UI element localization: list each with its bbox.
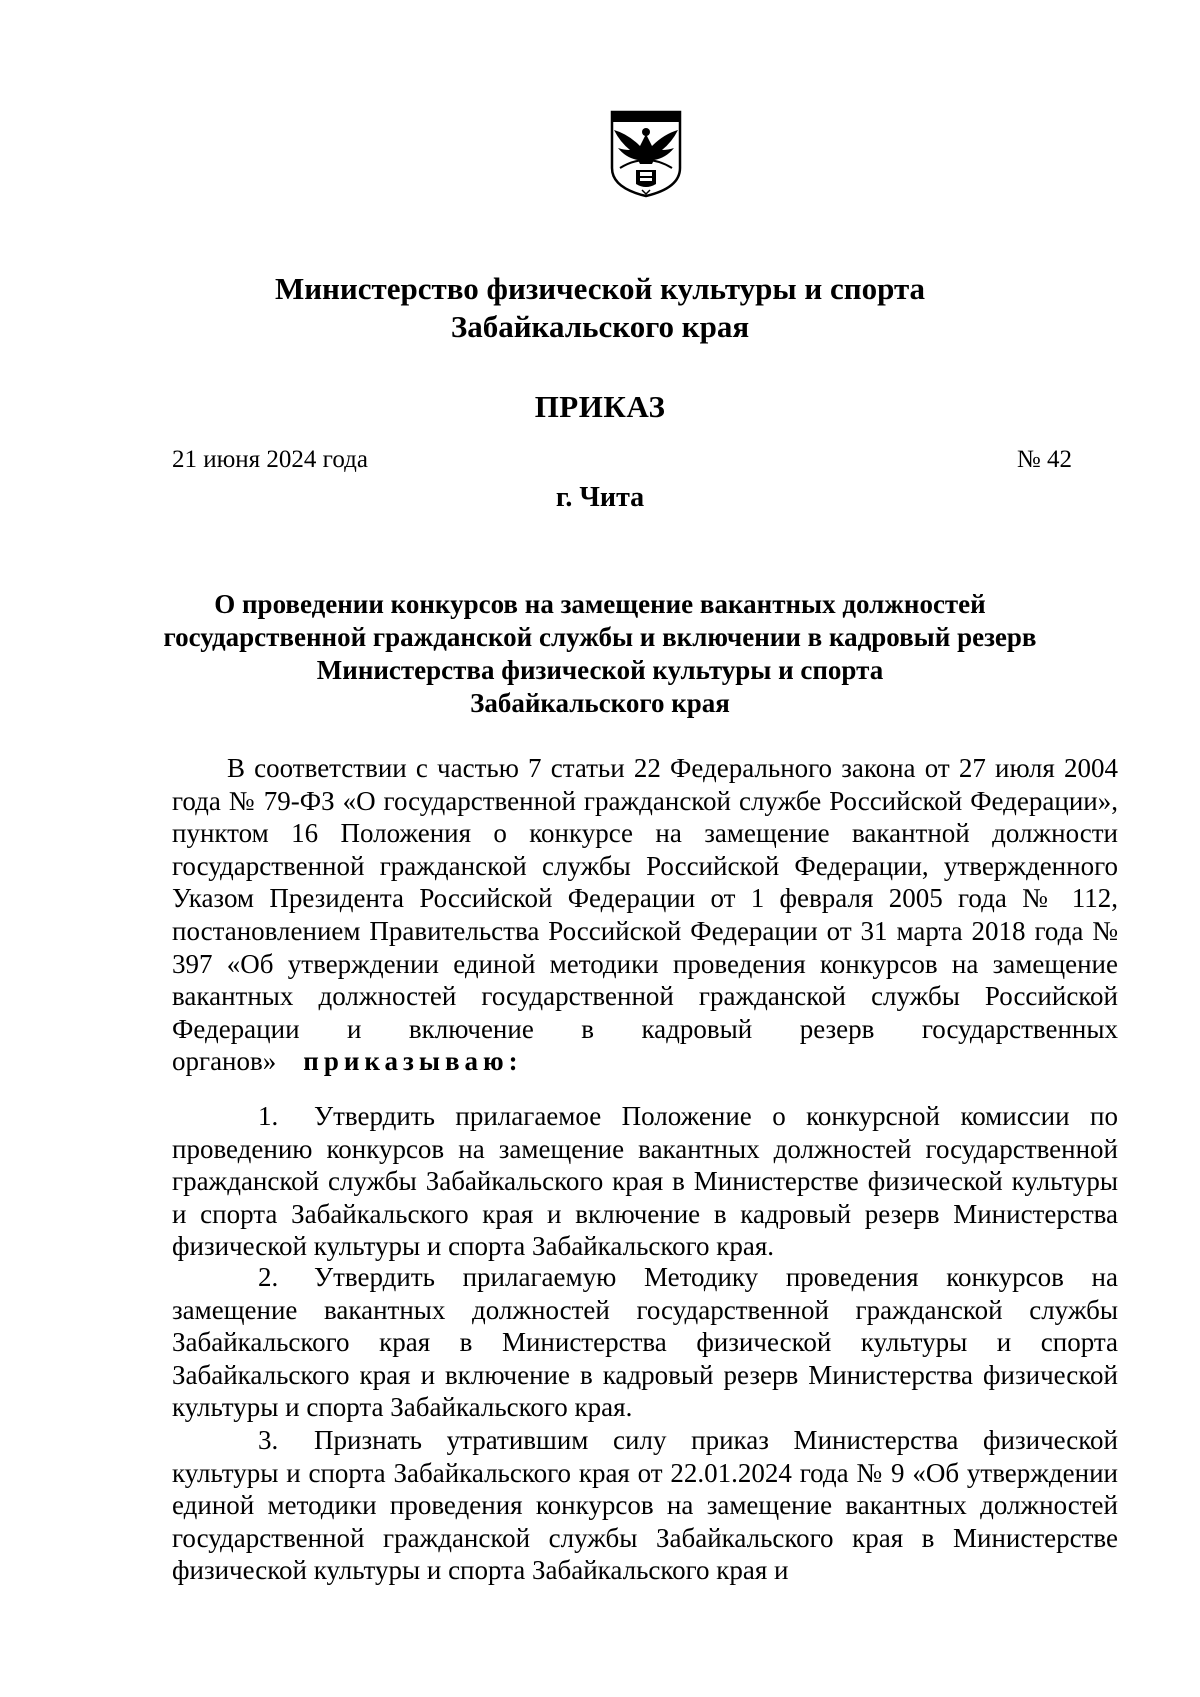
document-type: ПРИКАЗ bbox=[534, 389, 666, 424]
order-word: приказываю: bbox=[303, 1046, 523, 1077]
item-text: Утвердить прилагаемое Положение о конкурсной комиссии по проведению конкурсов на замещение вакантных должностей государственной гражданской службы Забайкальского края в Министерстве физической культуры и спорта Забайкальского края и включение в кадровый резерв Министерства физической культуры и спорта Забайкальского края. bbox=[172, 1101, 1118, 1262]
item-text: Признать утратившим силу приказ Министерства физической культуры и спорта Забайкальского края от 22.01.2024 года № 9 «Об утверждении единой методики проведения конкурсов на замещение вакантных должностей государственной гражданской службы Забайкальского края в Министерстве физической культуры и спорта Забайкальского края и bbox=[172, 1425, 1118, 1586]
intro-paragraph bbox=[172, 752, 1118, 1078]
order-item-2 bbox=[172, 1261, 1118, 1424]
date-number-row bbox=[172, 445, 1072, 475]
document-number: № 42 bbox=[1016, 446, 1072, 473]
subject-line3: Министерства физической культуры и спорта bbox=[316, 655, 884, 685]
ministry-name-line2: Забайкальского края bbox=[450, 309, 750, 344]
order-item-1 bbox=[172, 1100, 1118, 1263]
subject-line1: О проведении конкурсов на замещение вакантных должностей bbox=[214, 589, 986, 619]
intro-text: В соответствии с частью 7 статьи 22 Федерального закона от 27 июля 2004 года № 79-ФЗ «О государственной гражданской службе Российской Федерации», пунктом 16 Положения о конкурсе на замещение вакантной должности государственной гражданской службы Российской Федерации, утвержденного Указом Президента Российской Федерации от 1 февраля 2005 года № 112, постановлением Правительства Российской Федерации от 31 марта 2018 года № 397 «Об утверждении единой методики проведения конкурсов на замещение вакантных должностей государственной гражданской службы Российской Федерации и включение в кадровый резерв государственных органов» bbox=[172, 753, 1118, 1077]
subject-line2: государственной гражданской службы и включении в кадровый резерв bbox=[163, 622, 1037, 652]
ministry-name bbox=[0, 270, 1200, 346]
subject-line4: Забайкальского края bbox=[470, 688, 730, 718]
order-item-3 bbox=[172, 1424, 1118, 1587]
item-number: 2. bbox=[258, 1262, 279, 1292]
document-date: 21 июня 2024 года bbox=[172, 446, 368, 473]
item-number: 3. bbox=[258, 1425, 279, 1455]
coat-of-arms-icon bbox=[606, 108, 686, 200]
item-text: Утвердить прилагаемую Методику проведения конкурсов на замещение вакантных должностей государственной гражданской службы Забайкальского края в Министерства физической культуры и спорта Забайкальского края и включение в кадровый резерв Министерства физической культуры и спорта Забайкальского края. bbox=[172, 1262, 1118, 1423]
item-number: 1. bbox=[258, 1101, 279, 1131]
ministry-name-line1: Министерство физической культуры и спорта bbox=[274, 271, 926, 306]
document-city: г. Чита bbox=[555, 482, 645, 513]
document-subject bbox=[0, 588, 1200, 720]
